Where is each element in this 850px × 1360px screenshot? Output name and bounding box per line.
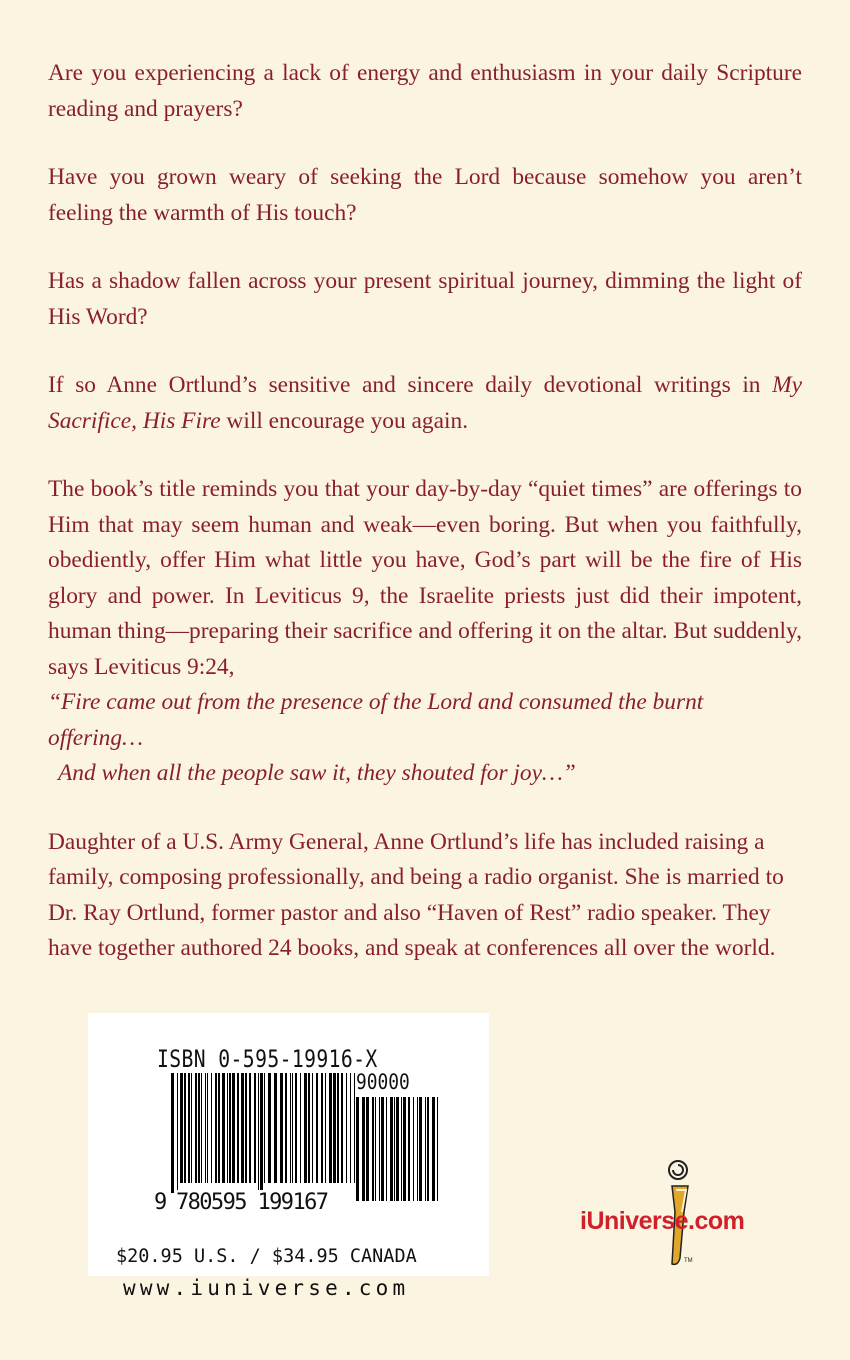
barcode-bar (341, 1073, 343, 1183)
barcode-bar (245, 1073, 247, 1183)
barcode-bar (425, 1097, 426, 1201)
barcode-bar (201, 1073, 202, 1183)
barcode-bar (211, 1073, 212, 1183)
barcode-bar (260, 1073, 263, 1193)
website-url: www.iuniverse.com (123, 1276, 410, 1300)
barcode-bar (325, 1073, 326, 1183)
barcode-bar (350, 1073, 351, 1183)
barcode-bar (337, 1073, 339, 1183)
barcode-bar (195, 1073, 197, 1183)
barcode-bar (177, 1073, 178, 1193)
paragraph-4-end: will encourage you again. (220, 407, 469, 434)
barcode-bar (316, 1073, 318, 1183)
barcode-bar (372, 1097, 374, 1201)
barcode-bar (280, 1073, 283, 1183)
barcode-bar (321, 1073, 323, 1183)
barcode-bar (329, 1073, 332, 1183)
barcode-bar (222, 1073, 225, 1183)
barcode-bar (401, 1097, 402, 1201)
barcode-bar (375, 1097, 376, 1201)
barcode-bar (292, 1073, 293, 1183)
paragraph-2: Have you grown weary of seeking the Lord because somehow you aren’t feeling the warmth of His touch? (48, 164, 802, 226)
barcode-bar (205, 1073, 206, 1183)
ean-barcode (171, 1073, 356, 1193)
barcode-bar (396, 1097, 399, 1201)
barcode-bar (285, 1073, 287, 1183)
barcode-bar (254, 1073, 256, 1183)
barcode-bar (432, 1097, 435, 1201)
barcode-bar (379, 1097, 380, 1201)
ean-digits: 780595 199167 (176, 1190, 356, 1215)
iuniverse-logo-text: iUniverse.com (580, 1207, 745, 1235)
barcode-box (88, 1013, 489, 1276)
barcode-bar (419, 1097, 422, 1201)
barcode-bar (312, 1073, 313, 1183)
barcode-bar (227, 1073, 228, 1183)
barcode-bar (198, 1073, 200, 1183)
barcode-bar (241, 1073, 244, 1183)
barcode-bar (390, 1097, 393, 1201)
barcode-bar (366, 1097, 369, 1201)
trademark-mark: TM (684, 1258, 693, 1264)
author-bio: Daughter of a U.S. Army General, Anne Ortlund’s life has included raising a family, composing professionally, and being a radio organist. She is married to Dr. Ray Ortlund, former pastor and also “Haven of Rest” radio speaker. They have together authored 24 books, and speak at conferences all over the world. (48, 828, 784, 961)
barcode-bar (408, 1097, 410, 1201)
barcode-bar (290, 1073, 291, 1183)
barcode-bar (207, 1073, 208, 1183)
barcode-bar (356, 1097, 359, 1201)
barcode-bar (362, 1097, 365, 1201)
barcode-bar (354, 1073, 355, 1183)
back-cover-text (48, 56, 802, 1000)
barcode-bar (268, 1073, 271, 1183)
barcode-bar (232, 1073, 235, 1183)
barcode-bar (218, 1073, 220, 1183)
barcode-bar (300, 1073, 301, 1183)
paragraph-1: Are you experiencing a lack of energy and enthusiasm in your daily Scripture reading and prayers? (48, 60, 802, 122)
barcode-bar (274, 1073, 277, 1183)
paragraph-5: The book’s title reminds you that your day-by-day “quiet times” are offerings to Him that may seem human and weak—even boring. But when you faithfully, obediently, offer Him what little you have, God’s part will be the fire of His glory and power. In Leviticus 9, the Israelite priests just did their impotent, human thing—preparing their sacrifice and offering it on the altar. But suddenly, says Leviticus 9:24, (48, 476, 802, 680)
scripture-quote (48, 685, 802, 792)
barcode-bar (403, 1097, 406, 1201)
barcode-bar (258, 1073, 259, 1193)
barcode-bar (304, 1073, 307, 1183)
barcode-bar (180, 1073, 183, 1183)
barcode-bar (264, 1073, 265, 1183)
barcode-bar (171, 1073, 174, 1193)
barcode-bar (333, 1073, 336, 1183)
paragraph-4-start: If so Anne Ortlund’s sensitive and sincere daily devotional writings in (48, 372, 773, 398)
paragraph-3: Has a shadow fallen across your present spiritual journey, dimming the light of His Word? (48, 268, 802, 330)
addon-number: 90000 (356, 1070, 410, 1094)
barcode-bar (184, 1073, 186, 1183)
barcode-bar (249, 1073, 251, 1183)
barcode-bar (394, 1097, 395, 1201)
price-text: $20.95 U.S. / $34.95 CANADA (116, 1246, 417, 1267)
paragraph-4 (48, 368, 802, 439)
quote-line-2: And when all the people saw it, they shouted for joy…” (58, 760, 576, 786)
barcode-bar (308, 1073, 310, 1183)
barcode-bar (229, 1073, 231, 1183)
addon-barcode (356, 1097, 438, 1201)
isbn-text: ISBN 0-595-19916-X (157, 1045, 378, 1073)
barcode-bar (215, 1073, 217, 1183)
barcode-bar (427, 1097, 429, 1201)
ean-first-digit: 9 (154, 1190, 168, 1215)
barcode-bar (386, 1097, 387, 1201)
quote-line-1: “Fire came out from the presence of the Lord and consumed the burnt offering… (48, 689, 704, 751)
barcode-bar (237, 1073, 239, 1183)
barcode-bar (417, 1097, 418, 1201)
barcode-bar (346, 1073, 347, 1183)
book-title: My Sacrifice, His Fire (48, 372, 802, 434)
barcode-bar (413, 1097, 414, 1201)
barcode-bar (191, 1073, 192, 1183)
barcode-bar (381, 1097, 384, 1201)
barcode-bar (295, 1073, 297, 1183)
barcode-bar (188, 1073, 190, 1183)
barcode-bar (437, 1097, 438, 1201)
